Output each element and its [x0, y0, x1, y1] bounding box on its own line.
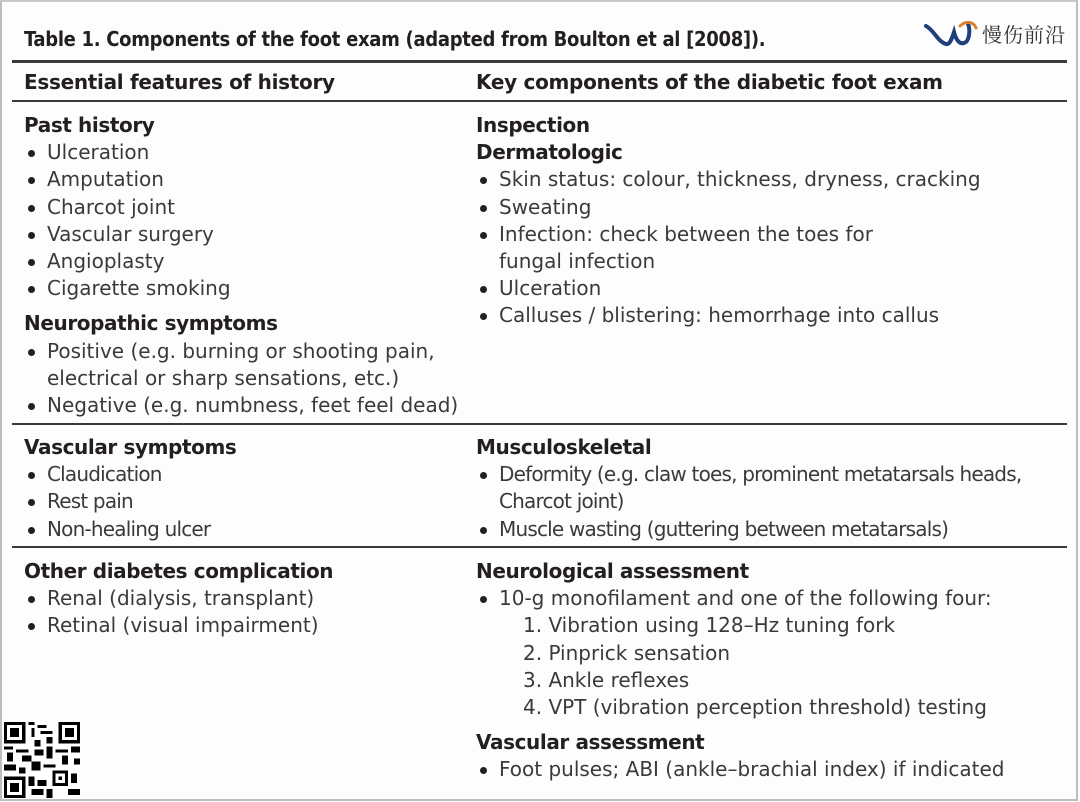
column-header-left: Essential features of history — [24, 70, 335, 94]
section-heading: Inspection — [476, 113, 590, 137]
section-heading: Neurological assessment — [476, 559, 749, 583]
list-item: Ulceration — [476, 275, 981, 302]
brand-logo — [924, 18, 1066, 48]
list-item: Rest pain — [24, 488, 236, 515]
rule-row2 — [12, 546, 1067, 548]
rule-row1 — [12, 423, 1067, 425]
list-item: Retinal (visual impairment) — [24, 612, 333, 639]
list-item-continuation: Charcot joint) — [499, 489, 624, 514]
list-item: Sweating — [476, 194, 981, 221]
list-item: Deformity (e.g. claw toes, prominent metatarsals heads, — [476, 461, 1021, 488]
row3-left-cell — [24, 558, 333, 640]
list-item-continuation: fungal infection — [499, 249, 656, 274]
list-item: Claudication — [24, 461, 236, 488]
section-heading: Neuropathic symptoms — [24, 311, 278, 336]
numbered-item: 3. Ankle reflexes — [523, 667, 690, 692]
list-item: Angioplasty — [24, 248, 458, 275]
list-item: 10-g monofilament and one of the following four: — [476, 585, 1004, 612]
table-title: Table 1. Components of the foot exam (adapted from Boulton et al [2008]). — [24, 27, 766, 51]
list-item: Ulceration — [24, 139, 458, 166]
row1-right-cell — [476, 112, 981, 330]
list-item: Renal (dialysis, transplant) — [24, 585, 333, 612]
list-item: Infection: check between the toes for — [476, 221, 981, 248]
list-item: Negative (e.g. numbness, feet feel dead) — [24, 392, 458, 419]
rule-top — [12, 60, 1067, 63]
section-heading: Past history — [24, 113, 155, 137]
column-header-right: Key components of the diabetic foot exam — [476, 70, 943, 94]
list-item-continuation: electrical or sharp sensations, etc.) — [47, 365, 400, 390]
list-item: Foot pulses; ABI (ankle–brachial index) if indicated — [476, 756, 1004, 783]
section-subheading: Dermatologic — [476, 140, 623, 165]
list-item: Positive (e.g. burning or shooting pain, — [24, 338, 458, 365]
section-heading: Other diabetes complication — [24, 559, 334, 583]
row3-right-cell — [476, 558, 1004, 784]
rule-header — [12, 100, 1067, 102]
wave-logo-icon — [924, 18, 978, 48]
section-heading: Musculoskeletal — [476, 435, 652, 459]
qr-code-icon — [4, 722, 80, 798]
list-item: Non-healing ulcer — [24, 516, 236, 543]
numbered-item: 1. Vibration using 128–Hz tuning fork — [523, 613, 896, 638]
list-item: Cigarette smoking — [24, 275, 458, 302]
numbered-item: 4. VPT (vibration perception threshold) testing — [523, 695, 987, 720]
list-item: Calluses / blistering: hemorrhage into callus — [476, 302, 981, 329]
section-heading: Vascular assessment — [476, 730, 705, 755]
list-item: Skin status: colour, thickness, dryness, cracking — [476, 166, 981, 193]
section-heading: Vascular symptoms — [24, 435, 237, 459]
row1-left-cell — [24, 112, 458, 419]
row2-right-cell — [476, 434, 1021, 543]
logo-text: 慢伤前沿 — [982, 22, 1066, 47]
list-item: Vascular surgery — [24, 221, 458, 248]
numbered-item: 2. Pinprick sensation — [523, 640, 731, 665]
list-item: Muscle wasting (guttering between metatarsals) — [476, 516, 1021, 543]
row2-left-cell — [24, 434, 236, 543]
list-item: Amputation — [24, 166, 458, 193]
list-item: Charcot joint — [24, 194, 458, 221]
